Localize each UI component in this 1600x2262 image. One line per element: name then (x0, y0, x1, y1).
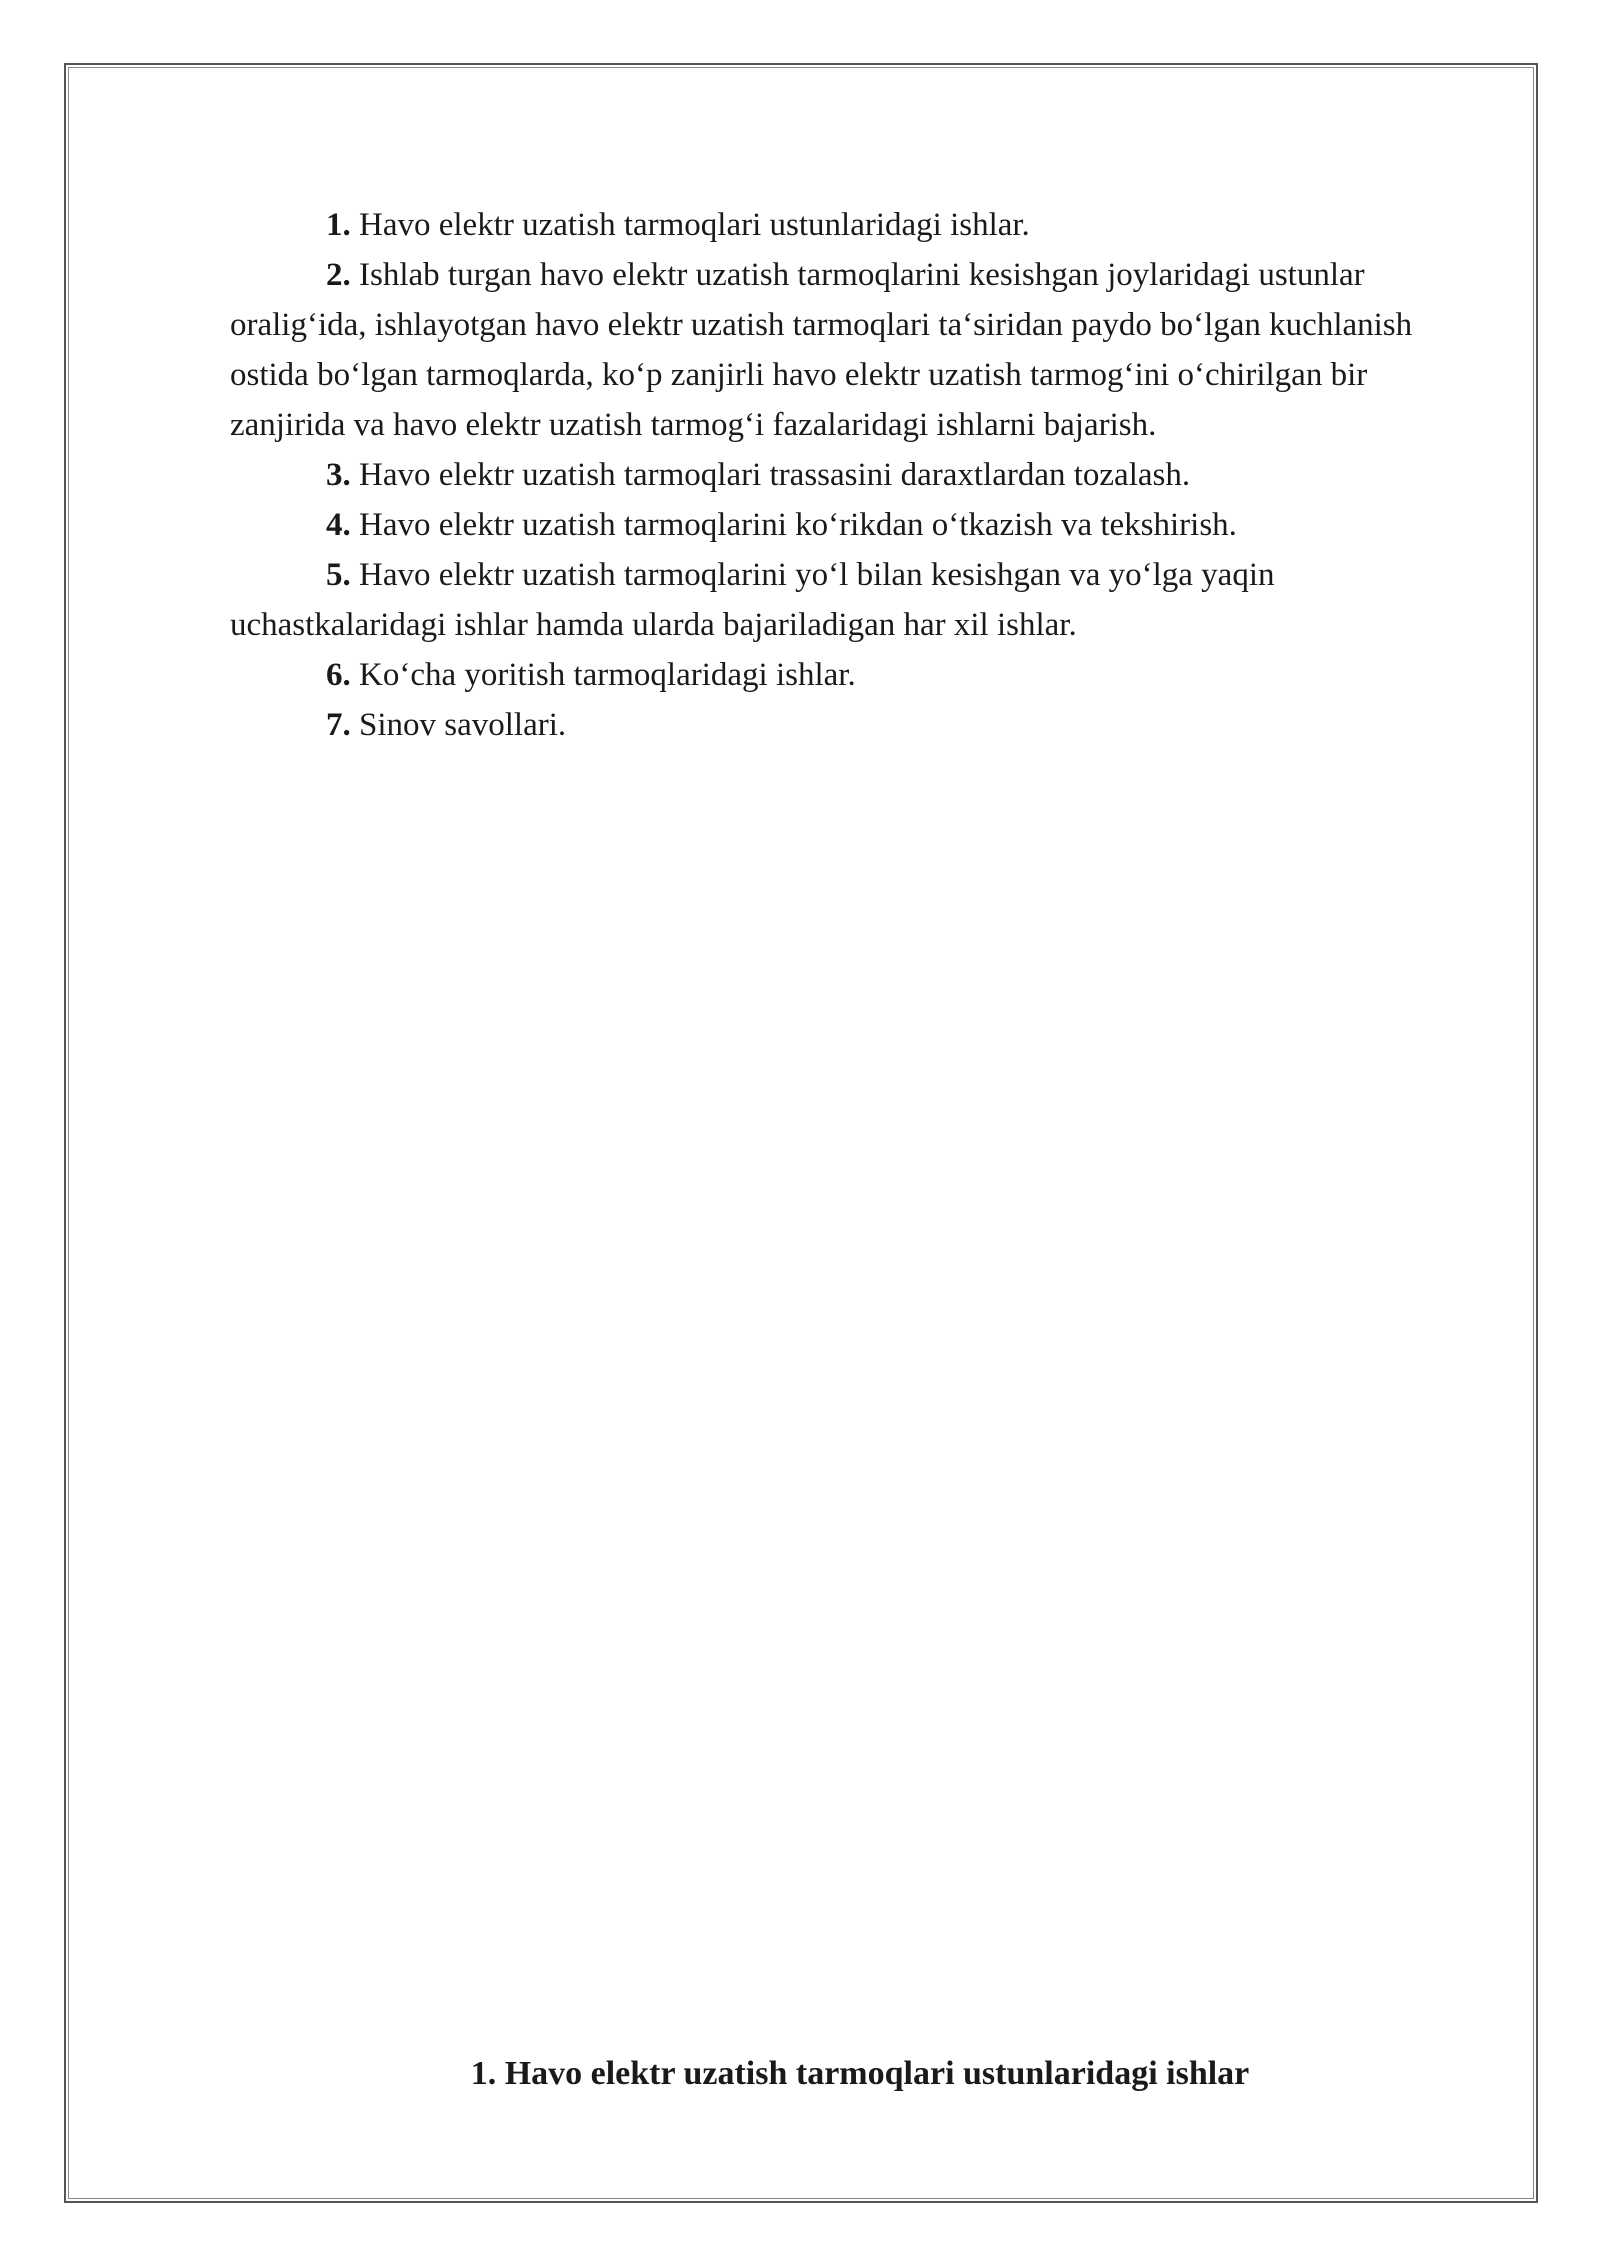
item-text: Sinov savollari. (350, 707, 567, 743)
item-text: Havo elektr uzatish tarmoqlarini ko‘rikdan o‘tkazish va tekshirish. (350, 507, 1237, 543)
item-text: Ko‘cha yoritish tarmoqlaridagi ishlar. (350, 657, 856, 693)
item-number: 4. (326, 507, 351, 543)
section-heading: 1. Havo elektr uzatish tarmoqlari ustunlaridagi ishlar (470, 2055, 1250, 2092)
item-number: 5. (326, 557, 351, 593)
list-item (230, 200, 1440, 250)
list-item (230, 700, 1440, 750)
outline-list (230, 200, 1440, 750)
item-text: Havo elektr uzatish tarmoqlari ustunlaridagi ishlar. (350, 207, 1030, 243)
list-item (230, 500, 1440, 550)
item-number: 1. (326, 207, 351, 243)
item-text: Ishlab turgan havo elektr uzatish tarmoqlarini kesishgan joylaridagi ustunlar oralig‘ida, ishlayotgan havo elektr uzatish tarmoqlari ta‘siridan paydo bo‘lgan kuchlanish ostida bo‘lgan tarmoqlarda, ko‘p zanjirli havo elektr uzatish tarmog‘ini o‘chirilgan bir zanjirida va havo elektr uzatish tarmog‘i fazalaridagi ishlarni bajarish. (230, 257, 1413, 443)
list-item (230, 450, 1440, 500)
list-item (230, 250, 1440, 450)
item-text: Havo elektr uzatish tarmoqlari trassasini daraxtlardan tozalash. (350, 457, 1191, 493)
item-number: 2. (326, 257, 351, 293)
item-number: 6. (326, 657, 351, 693)
list-item (230, 550, 1440, 650)
item-number: 3. (326, 457, 351, 493)
list-item (230, 650, 1440, 700)
item-text: Havo elektr uzatish tarmoqlarini yo‘l bilan kesishgan va yo‘lga yaqin uchastkalaridagi ishlar hamda ularda bajariladigan har xil ishlar. (230, 557, 1275, 643)
item-number: 7. (326, 707, 351, 743)
